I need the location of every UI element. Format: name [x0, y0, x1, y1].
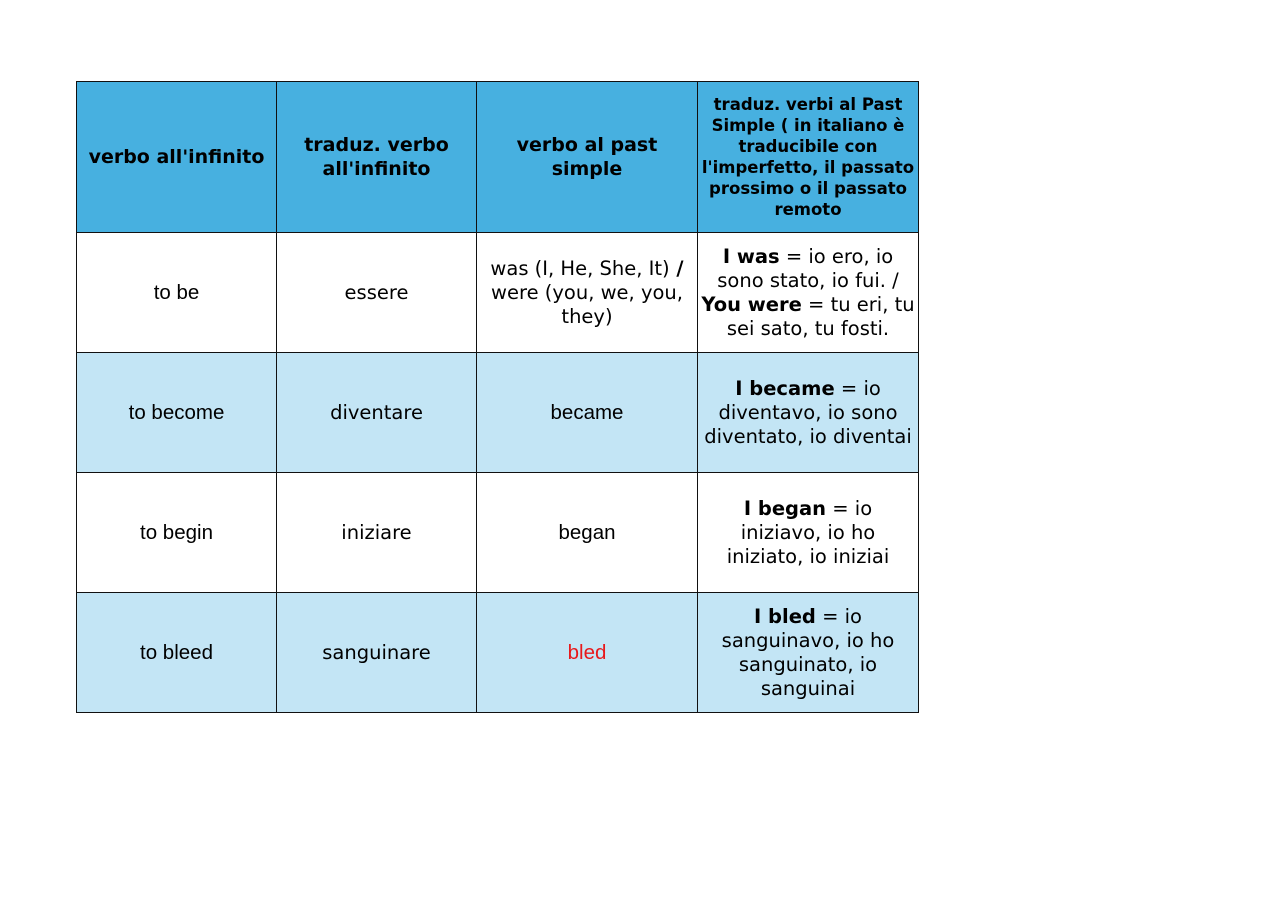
header-infinitive: verbo all'infinito	[77, 82, 277, 233]
past-translation-cell	[698, 593, 919, 713]
translation-text: = io iniziavo, io ho iniziato, io iniziai	[726, 496, 890, 568]
past-form: I bled	[754, 604, 816, 628]
infinitive-cell: to become	[77, 353, 277, 473]
header-translation: traduz. verbo all'infinito	[277, 82, 477, 233]
translation-cell: sanguinare	[277, 593, 477, 713]
translation-text: = io ero, io sono stato, io fui. /	[717, 244, 899, 292]
table-row	[77, 473, 919, 593]
past-cell: began	[477, 473, 698, 593]
past-form: I was	[722, 244, 780, 268]
translation-text: = tu eri, tu sei sato, tu fosti.	[726, 292, 915, 340]
past-part: was (I, He, She, It)	[490, 256, 670, 280]
past-separator: /	[669, 256, 684, 280]
header-past-simple: verbo al past simple	[477, 82, 698, 233]
past-form: I became	[735, 376, 835, 400]
translation-text: = io diventavo, io sono diventato, io diventai	[704, 376, 912, 448]
past-cell	[477, 233, 698, 353]
table-row	[77, 353, 919, 473]
header-past-translation: traduz. verbi al Past Simple ( in italiano è traducibile con l'imperfetto, il passato prossimo o il passato remoto	[698, 82, 919, 233]
table-row	[77, 593, 919, 713]
past-translation-cell	[698, 233, 919, 353]
translation-cell: diventare	[277, 353, 477, 473]
header-row	[77, 82, 919, 233]
past-translation-cell	[698, 473, 919, 593]
table-row	[77, 233, 919, 353]
past-cell: bled	[477, 593, 698, 713]
infinitive-cell: to bleed	[77, 593, 277, 713]
infinitive-cell: to be	[77, 233, 277, 353]
infinitive-cell: to begin	[77, 473, 277, 593]
past-translation-cell	[698, 353, 919, 473]
verb-table	[76, 81, 919, 713]
past-form: You were	[701, 292, 802, 316]
translation-text: = io sanguinavo, io ho sanguinato, io sanguinai	[721, 604, 895, 700]
translation-cell: essere	[277, 233, 477, 353]
past-form: I began	[743, 496, 827, 520]
past-part: were (you, we, you, they)	[491, 280, 683, 328]
translation-cell: iniziare	[277, 473, 477, 593]
past-cell: became	[477, 353, 698, 473]
